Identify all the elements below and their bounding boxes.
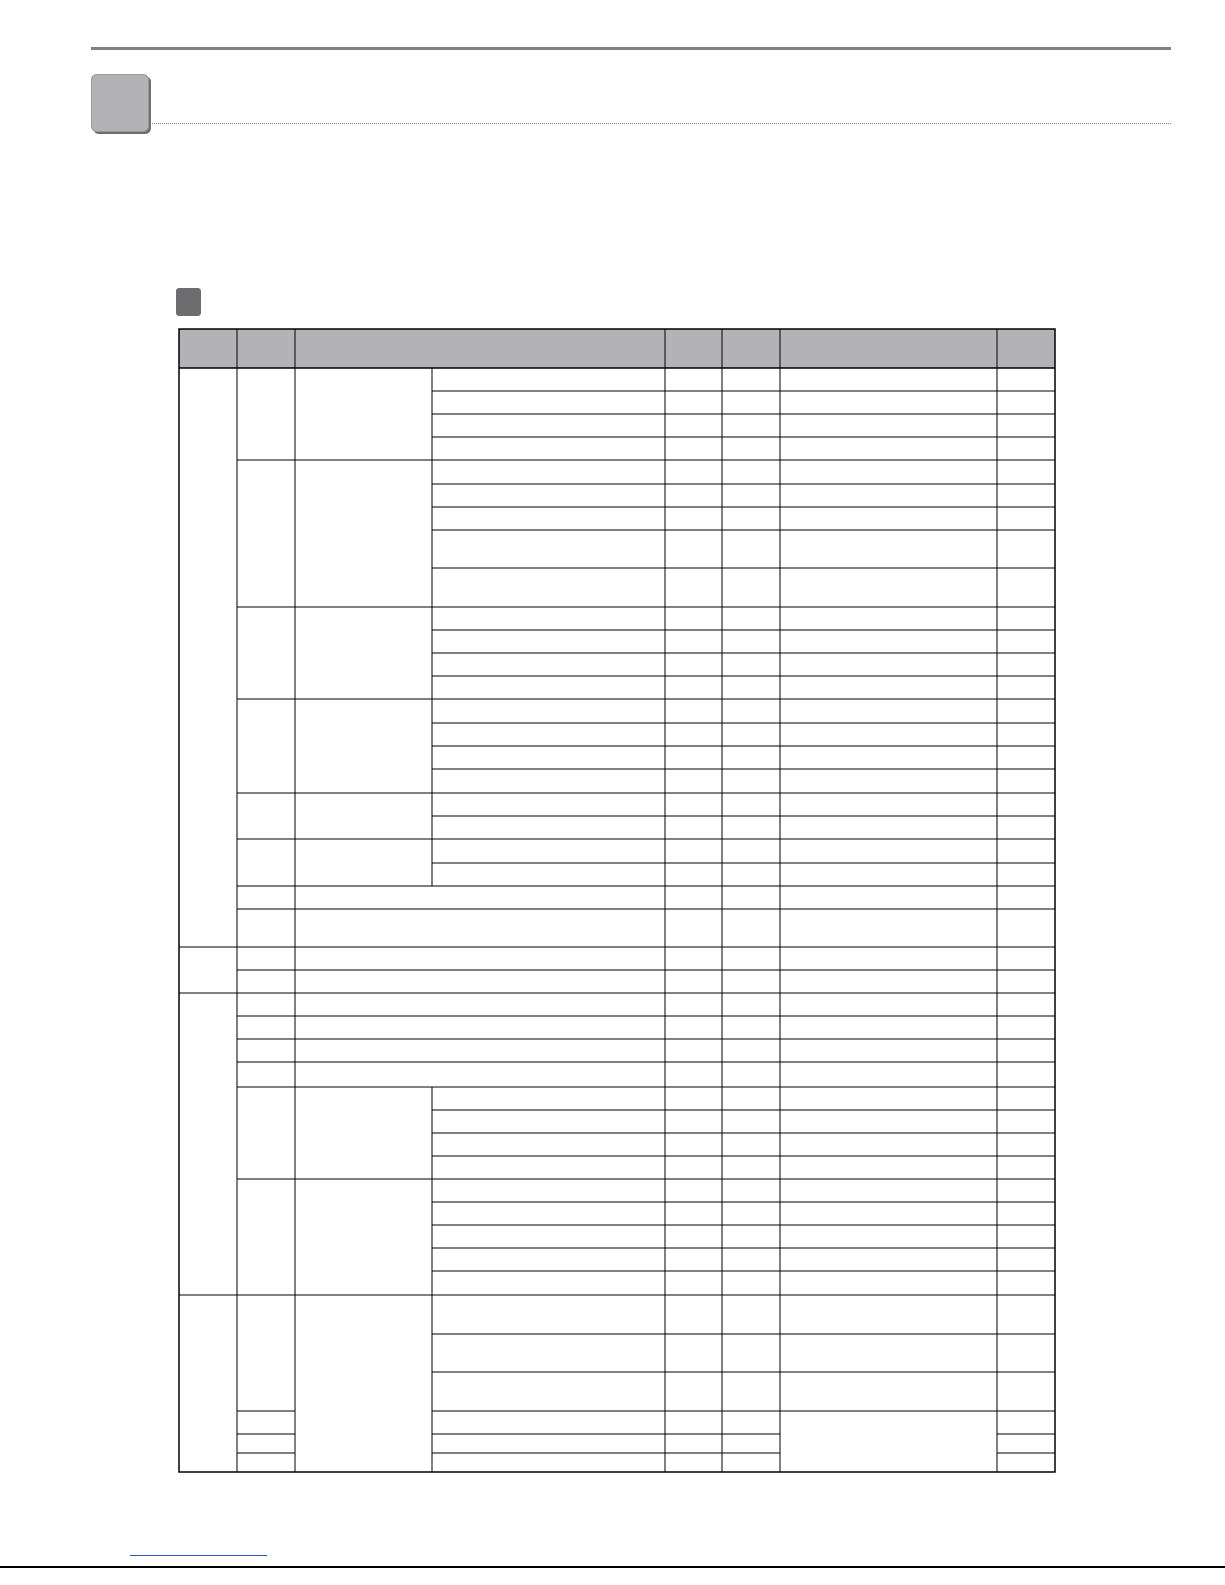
bottom-rule [0,1566,1225,1568]
table-header [179,329,1055,368]
table-border [179,329,1055,1472]
footer-link-underline[interactable] [130,1555,267,1556]
